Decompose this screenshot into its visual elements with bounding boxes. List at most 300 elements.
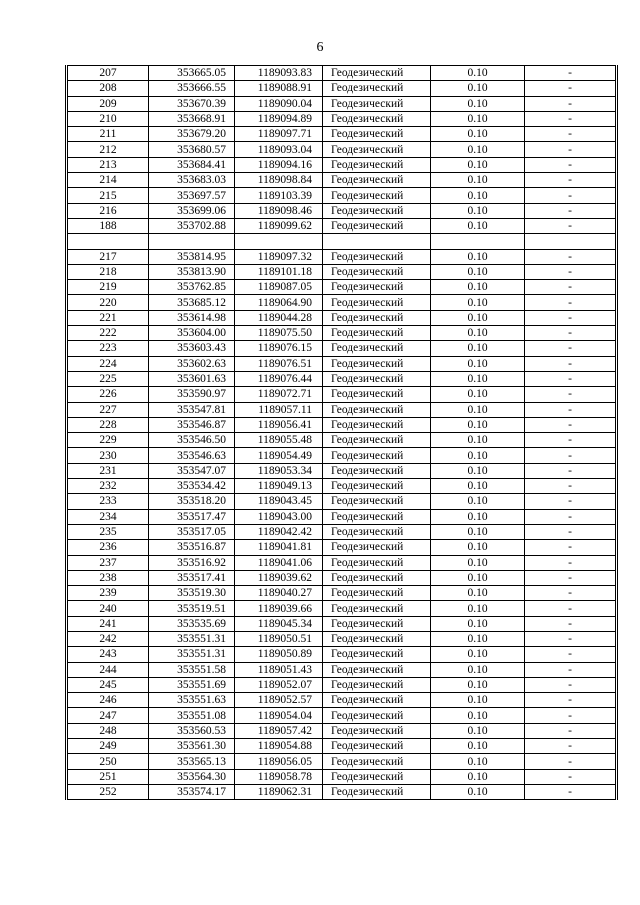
- method-cell: Геодезический: [323, 387, 431, 402]
- y-coordinate-cell: 1189094.89: [235, 111, 323, 126]
- x-coordinate-cell: 353614.98: [149, 310, 235, 325]
- accuracy-cell: 0.10: [431, 249, 525, 264]
- description-cell: -: [525, 601, 617, 616]
- x-coordinate-cell: 353517.05: [149, 524, 235, 539]
- y-coordinate-cell: 1189043.00: [235, 509, 323, 524]
- description-cell: -: [525, 387, 617, 402]
- x-coordinate-cell: 353601.63: [149, 371, 235, 386]
- accuracy-cell: 0.10: [431, 524, 525, 539]
- point-number-cell: 209: [67, 96, 149, 111]
- method-cell: Геодезический: [323, 188, 431, 203]
- point-number-cell: 243: [67, 647, 149, 662]
- table-row: [67, 341, 617, 356]
- accuracy-cell: 0.10: [431, 616, 525, 631]
- table-row: [67, 784, 617, 799]
- method-cell: Геодезический: [323, 754, 431, 769]
- description-cell: -: [525, 142, 617, 157]
- method-cell: Геодезический: [323, 157, 431, 172]
- y-coordinate-cell: 1189098.84: [235, 173, 323, 188]
- y-coordinate-cell: 1189045.34: [235, 616, 323, 631]
- y-coordinate-cell: 1189093.04: [235, 142, 323, 157]
- description-cell: -: [525, 218, 617, 233]
- y-coordinate-cell: 1189103.39: [235, 188, 323, 203]
- table-row: [67, 81, 617, 96]
- table-row: [67, 280, 617, 295]
- accuracy-cell: 0.10: [431, 463, 525, 478]
- point-number-cell: 245: [67, 677, 149, 692]
- table-row: [67, 631, 617, 646]
- y-coordinate-cell: 1189097.71: [235, 127, 323, 142]
- x-coordinate-cell: 353517.41: [149, 570, 235, 585]
- y-coordinate-cell: 1189094.16: [235, 157, 323, 172]
- accuracy-cell: 0.10: [431, 708, 525, 723]
- table-row: [67, 234, 617, 249]
- point-number-cell: 232: [67, 479, 149, 494]
- point-number-cell: 241: [67, 616, 149, 631]
- y-coordinate-cell: 1189099.62: [235, 218, 323, 233]
- y-coordinate-cell: 1189042.42: [235, 524, 323, 539]
- point-number-cell: 239: [67, 586, 149, 601]
- accuracy-cell: 0.10: [431, 417, 525, 432]
- accuracy-cell: 0.10: [431, 402, 525, 417]
- description-cell: -: [525, 555, 617, 570]
- y-coordinate-cell: 1189056.41: [235, 417, 323, 432]
- method-cell: Геодезический: [323, 494, 431, 509]
- description-cell: -: [525, 326, 617, 341]
- point-number-cell: 214: [67, 173, 149, 188]
- description-cell: -: [525, 371, 617, 386]
- table-row: [67, 677, 617, 692]
- table-row: [67, 739, 617, 754]
- y-coordinate-cell: 1189053.34: [235, 463, 323, 478]
- y-coordinate-cell: 1189043.45: [235, 494, 323, 509]
- x-coordinate-cell: 353551.63: [149, 693, 235, 708]
- accuracy-cell: 0.10: [431, 586, 525, 601]
- description-cell: -: [525, 754, 617, 769]
- description-cell: -: [525, 188, 617, 203]
- method-cell: Геодезический: [323, 356, 431, 371]
- x-coordinate-cell: 353762.85: [149, 280, 235, 295]
- method-cell: Геодезический: [323, 463, 431, 478]
- method-cell: Геодезический: [323, 586, 431, 601]
- x-coordinate-cell: 353546.87: [149, 417, 235, 432]
- description-cell: -: [525, 769, 617, 784]
- description-cell: -: [525, 647, 617, 662]
- point-number-cell: 249: [67, 739, 149, 754]
- y-coordinate-cell: 1189054.49: [235, 448, 323, 463]
- method-cell: Геодезический: [323, 402, 431, 417]
- point-number-cell: 226: [67, 387, 149, 402]
- accuracy-cell: 0.10: [431, 479, 525, 494]
- y-coordinate-cell: 1189050.51: [235, 631, 323, 646]
- point-number-cell: 225: [67, 371, 149, 386]
- method-cell: Геодезический: [323, 739, 431, 754]
- point-number-cell: 227: [67, 402, 149, 417]
- description-cell: -: [525, 570, 617, 585]
- accuracy-cell: 0.10: [431, 356, 525, 371]
- point-number-cell: 237: [67, 555, 149, 570]
- accuracy-cell: 0.10: [431, 509, 525, 524]
- table-row: [67, 754, 617, 769]
- y-coordinate-cell: 1189056.05: [235, 754, 323, 769]
- accuracy-cell: 0.10: [431, 371, 525, 386]
- y-coordinate-cell: 1189049.13: [235, 479, 323, 494]
- y-coordinate-cell: 1189051.43: [235, 662, 323, 677]
- point-number-cell: 252: [67, 784, 149, 799]
- description-cell: -: [525, 433, 617, 448]
- y-coordinate-cell: 1189101.18: [235, 264, 323, 279]
- table-row: [67, 524, 617, 539]
- page-number: 6: [316, 40, 324, 55]
- point-number-cell: 242: [67, 631, 149, 646]
- x-coordinate-cell: 353547.81: [149, 402, 235, 417]
- method-cell: Геодезический: [323, 111, 431, 126]
- description-cell: -: [525, 203, 617, 218]
- point-number-cell: 211: [67, 127, 149, 142]
- method-cell: Геодезический: [323, 769, 431, 784]
- method-cell: Геодезический: [323, 693, 431, 708]
- point-number-cell: 228: [67, 417, 149, 432]
- description-cell: -: [525, 127, 617, 142]
- point-number-cell: 238: [67, 570, 149, 585]
- table-row: [67, 96, 617, 111]
- table-row: [67, 433, 617, 448]
- point-number-cell: 219: [67, 280, 149, 295]
- coordinates-table-body: [67, 66, 617, 800]
- accuracy-cell: 0.10: [431, 723, 525, 738]
- x-coordinate-cell: 353602.63: [149, 356, 235, 371]
- method-cell: Геодезический: [323, 127, 431, 142]
- x-coordinate-cell: 353565.13: [149, 754, 235, 769]
- method-cell: Геодезический: [323, 326, 431, 341]
- point-number-cell: 230: [67, 448, 149, 463]
- x-coordinate-cell: 353519.51: [149, 601, 235, 616]
- accuracy-cell: 0.10: [431, 310, 525, 325]
- point-number-cell: 222: [67, 326, 149, 341]
- method-cell: Геодезический: [323, 723, 431, 738]
- table-row: [67, 356, 617, 371]
- method-cell: Геодезический: [323, 218, 431, 233]
- point-number-cell: 188: [67, 218, 149, 233]
- y-coordinate-cell: 1189072.71: [235, 387, 323, 402]
- point-number-cell: 240: [67, 601, 149, 616]
- point-number-cell: 229: [67, 433, 149, 448]
- y-coordinate-cell: 1189057.42: [235, 723, 323, 738]
- table-row: [67, 142, 617, 157]
- point-number-cell: 236: [67, 540, 149, 555]
- y-coordinate-cell: 1189062.31: [235, 784, 323, 799]
- y-coordinate-cell: 1189075.50: [235, 326, 323, 341]
- table-row: [67, 494, 617, 509]
- description-cell: -: [525, 494, 617, 509]
- method-cell: Геодезический: [323, 280, 431, 295]
- table-row: [67, 586, 617, 601]
- x-coordinate-cell: 353603.43: [149, 341, 235, 356]
- x-coordinate-cell: 353699.06: [149, 203, 235, 218]
- method-cell: [323, 234, 431, 249]
- y-coordinate-cell: 1189054.88: [235, 739, 323, 754]
- method-cell: Геодезический: [323, 570, 431, 585]
- description-cell: -: [525, 173, 617, 188]
- accuracy-cell: 0.10: [431, 66, 525, 81]
- method-cell: Геодезический: [323, 142, 431, 157]
- x-coordinate-cell: 353534.42: [149, 479, 235, 494]
- method-cell: Геодезический: [323, 708, 431, 723]
- x-coordinate-cell: 353665.05: [149, 66, 235, 81]
- table-row: [67, 203, 617, 218]
- accuracy-cell: 0.10: [431, 601, 525, 616]
- x-coordinate-cell: 353814.95: [149, 249, 235, 264]
- accuracy-cell: 0.10: [431, 111, 525, 126]
- table-row: [67, 402, 617, 417]
- table-row: [67, 647, 617, 662]
- point-number-cell: 218: [67, 264, 149, 279]
- accuracy-cell: 0.10: [431, 326, 525, 341]
- description-cell: -: [525, 249, 617, 264]
- table-row: [67, 127, 617, 142]
- table-row: [67, 616, 617, 631]
- y-coordinate-cell: 1189093.83: [235, 66, 323, 81]
- method-cell: Геодезический: [323, 341, 431, 356]
- description-cell: -: [525, 111, 617, 126]
- x-coordinate-cell: 353561.30: [149, 739, 235, 754]
- x-coordinate-cell: [149, 234, 235, 249]
- point-number-cell: 220: [67, 295, 149, 310]
- table-row: [67, 540, 617, 555]
- description-cell: -: [525, 479, 617, 494]
- table-row: [67, 693, 617, 708]
- y-coordinate-cell: 1189090.04: [235, 96, 323, 111]
- accuracy-cell: 0.10: [431, 218, 525, 233]
- table-row: [67, 448, 617, 463]
- table-row: [67, 662, 617, 677]
- method-cell: Геодезический: [323, 433, 431, 448]
- description-cell: -: [525, 417, 617, 432]
- table-row: [67, 295, 617, 310]
- method-cell: Геодезический: [323, 524, 431, 539]
- description-cell: -: [525, 448, 617, 463]
- y-coordinate-cell: 1189076.51: [235, 356, 323, 371]
- accuracy-cell: 0.10: [431, 448, 525, 463]
- y-coordinate-cell: 1189041.81: [235, 540, 323, 555]
- description-cell: -: [525, 616, 617, 631]
- x-coordinate-cell: 353604.00: [149, 326, 235, 341]
- accuracy-cell: 0.10: [431, 157, 525, 172]
- y-coordinate-cell: 1189087.05: [235, 280, 323, 295]
- description-cell: -: [525, 708, 617, 723]
- y-coordinate-cell: 1189088.91: [235, 81, 323, 96]
- y-coordinate-cell: 1189041.06: [235, 555, 323, 570]
- point-number-cell: 224: [67, 356, 149, 371]
- y-coordinate-cell: 1189044.28: [235, 310, 323, 325]
- x-coordinate-cell: 353560.53: [149, 723, 235, 738]
- x-coordinate-cell: 353516.87: [149, 540, 235, 555]
- x-coordinate-cell: 353519.30: [149, 586, 235, 601]
- method-cell: Геодезический: [323, 264, 431, 279]
- method-cell: Геодезический: [323, 173, 431, 188]
- point-number-cell: 248: [67, 723, 149, 738]
- description-cell: -: [525, 540, 617, 555]
- table-row: [67, 157, 617, 172]
- x-coordinate-cell: 353679.20: [149, 127, 235, 142]
- method-cell: Геодезический: [323, 540, 431, 555]
- x-coordinate-cell: 353516.92: [149, 555, 235, 570]
- x-coordinate-cell: 353551.58: [149, 662, 235, 677]
- y-coordinate-cell: 1189054.04: [235, 708, 323, 723]
- method-cell: Геодезический: [323, 784, 431, 799]
- accuracy-cell: 0.10: [431, 341, 525, 356]
- method-cell: Геодезический: [323, 371, 431, 386]
- point-number-cell: 247: [67, 708, 149, 723]
- table-row: [67, 479, 617, 494]
- table-row: [67, 723, 617, 738]
- method-cell: Геодезический: [323, 555, 431, 570]
- point-number-cell: 212: [67, 142, 149, 157]
- description-cell: -: [525, 280, 617, 295]
- x-coordinate-cell: 353551.31: [149, 647, 235, 662]
- accuracy-cell: 0.10: [431, 494, 525, 509]
- table-row: [67, 310, 617, 325]
- description-cell: -: [525, 66, 617, 81]
- table-row: [67, 188, 617, 203]
- method-cell: Геодезический: [323, 96, 431, 111]
- description-cell: -: [525, 264, 617, 279]
- x-coordinate-cell: 353574.17: [149, 784, 235, 799]
- description-cell: -: [525, 402, 617, 417]
- x-coordinate-cell: 353683.03: [149, 173, 235, 188]
- method-cell: Геодезический: [323, 631, 431, 646]
- method-cell: Геодезический: [323, 677, 431, 692]
- description-cell: -: [525, 463, 617, 478]
- description-cell: -: [525, 677, 617, 692]
- method-cell: Геодезический: [323, 249, 431, 264]
- method-cell: Геодезический: [323, 509, 431, 524]
- table-row: [67, 555, 617, 570]
- y-coordinate-cell: 1189039.66: [235, 601, 323, 616]
- x-coordinate-cell: 353684.41: [149, 157, 235, 172]
- method-cell: Геодезический: [323, 203, 431, 218]
- method-cell: Геодезический: [323, 81, 431, 96]
- accuracy-cell: 0.10: [431, 540, 525, 555]
- method-cell: Геодезический: [323, 448, 431, 463]
- description-cell: -: [525, 356, 617, 371]
- table-row: [67, 173, 617, 188]
- accuracy-cell: 0.10: [431, 631, 525, 646]
- x-coordinate-cell: 353697.57: [149, 188, 235, 203]
- x-coordinate-cell: 353546.50: [149, 433, 235, 448]
- accuracy-cell: 0.10: [431, 188, 525, 203]
- accuracy-cell: 0.10: [431, 433, 525, 448]
- table-row: [67, 570, 617, 585]
- accuracy-cell: 0.10: [431, 769, 525, 784]
- accuracy-cell: 0.10: [431, 662, 525, 677]
- x-coordinate-cell: 353668.91: [149, 111, 235, 126]
- point-number-cell: 231: [67, 463, 149, 478]
- x-coordinate-cell: 353517.47: [149, 509, 235, 524]
- x-coordinate-cell: 353680.57: [149, 142, 235, 157]
- point-number-cell: 221: [67, 310, 149, 325]
- accuracy-cell: 0.10: [431, 264, 525, 279]
- description-cell: -: [525, 784, 617, 799]
- point-number-cell: 234: [67, 509, 149, 524]
- table-row: [67, 387, 617, 402]
- description-cell: -: [525, 524, 617, 539]
- description-cell: -: [525, 341, 617, 356]
- accuracy-cell: 0.10: [431, 203, 525, 218]
- x-coordinate-cell: 353670.39: [149, 96, 235, 111]
- method-cell: Геодезический: [323, 310, 431, 325]
- table-row: [67, 111, 617, 126]
- x-coordinate-cell: 353547.07: [149, 463, 235, 478]
- table-row: [67, 769, 617, 784]
- accuracy-cell: 0.10: [431, 81, 525, 96]
- description-cell: -: [525, 81, 617, 96]
- y-coordinate-cell: 1189098.46: [235, 203, 323, 218]
- y-coordinate-cell: 1189040.27: [235, 586, 323, 601]
- point-number-cell: 215: [67, 188, 149, 203]
- point-number-cell: 244: [67, 662, 149, 677]
- point-number-cell: 208: [67, 81, 149, 96]
- accuracy-cell: 0.10: [431, 754, 525, 769]
- accuracy-cell: 0.10: [431, 677, 525, 692]
- accuracy-cell: 0.10: [431, 96, 525, 111]
- y-coordinate-cell: 1189058.78: [235, 769, 323, 784]
- x-coordinate-cell: 353551.08: [149, 708, 235, 723]
- point-number-cell: 216: [67, 203, 149, 218]
- point-number-cell: 251: [67, 769, 149, 784]
- method-cell: Геодезический: [323, 616, 431, 631]
- accuracy-cell: 0.10: [431, 173, 525, 188]
- accuracy-cell: 0.10: [431, 784, 525, 799]
- y-coordinate-cell: 1189039.62: [235, 570, 323, 585]
- table-row: [67, 326, 617, 341]
- point-number-cell: 210: [67, 111, 149, 126]
- y-coordinate-cell: 1189052.07: [235, 677, 323, 692]
- description-cell: [525, 234, 617, 249]
- point-number-cell: 223: [67, 341, 149, 356]
- table-row: [67, 509, 617, 524]
- y-coordinate-cell: 1189050.89: [235, 647, 323, 662]
- point-number-cell: 235: [67, 524, 149, 539]
- y-coordinate-cell: 1189052.57: [235, 693, 323, 708]
- accuracy-cell: 0.10: [431, 387, 525, 402]
- y-coordinate-cell: [235, 234, 323, 249]
- description-cell: -: [525, 157, 617, 172]
- table-row: [67, 264, 617, 279]
- table-row: [67, 601, 617, 616]
- point-number-cell: 233: [67, 494, 149, 509]
- table-row: [67, 66, 617, 81]
- description-cell: -: [525, 631, 617, 646]
- description-cell: -: [525, 662, 617, 677]
- x-coordinate-cell: 353546.63: [149, 448, 235, 463]
- y-coordinate-cell: 1189097.32: [235, 249, 323, 264]
- accuracy-cell: 0.10: [431, 127, 525, 142]
- description-cell: -: [525, 96, 617, 111]
- description-cell: -: [525, 295, 617, 310]
- description-cell: -: [525, 586, 617, 601]
- x-coordinate-cell: 353685.12: [149, 295, 235, 310]
- x-coordinate-cell: 353518.20: [149, 494, 235, 509]
- method-cell: Геодезический: [323, 647, 431, 662]
- point-number-cell: 207: [67, 66, 149, 81]
- method-cell: Геодезический: [323, 66, 431, 81]
- y-coordinate-cell: 1189064.90: [235, 295, 323, 310]
- method-cell: Геодезический: [323, 479, 431, 494]
- accuracy-cell: 0.10: [431, 647, 525, 662]
- x-coordinate-cell: 353666.55: [149, 81, 235, 96]
- accuracy-cell: 0.10: [431, 142, 525, 157]
